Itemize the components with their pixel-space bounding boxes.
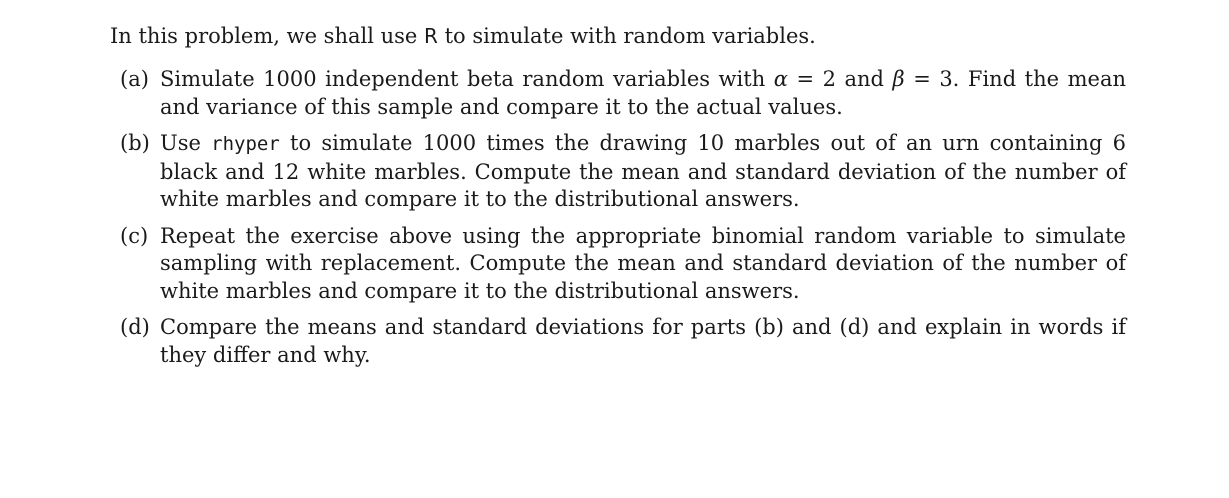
part-a-text-2: = 2 and bbox=[787, 67, 893, 91]
part-d bbox=[110, 314, 1126, 369]
part-b-text-2: to simulate 1000 times the drawing 10 marbles out of an urn containing 6 black and 12 white marbles. Compute the mean and standard deviation of the number of white marbles and compare it to the distributional answers. bbox=[160, 131, 1127, 211]
part-c-text: Repeat the exercise above using the appropriate binomial random variable to simulate sampling with replacement. Compute the mean and standard deviation of the number of white marbles and compare it to the distributional answers. bbox=[160, 223, 1126, 303]
r-language-name: R bbox=[424, 24, 438, 48]
part-a-text bbox=[160, 66, 1126, 121]
problem-parts-list bbox=[110, 66, 1126, 369]
intro-paragraph bbox=[110, 22, 1126, 50]
part-a-text-3: = 3. Find the mean and variance of this sample and compare it to the actual values. bbox=[160, 67, 1126, 119]
part-c bbox=[110, 223, 1126, 306]
part-c-label: (c) bbox=[120, 223, 149, 248]
rhyper-code: rhyper bbox=[211, 133, 280, 155]
part-a-text-1: Simulate 1000 independent beta random variables with bbox=[160, 67, 774, 91]
part-a bbox=[110, 66, 1126, 121]
part-b-label: (b) bbox=[120, 131, 150, 155]
beta-symbol: β bbox=[892, 67, 905, 91]
alpha-symbol: α bbox=[773, 67, 788, 91]
part-b bbox=[110, 130, 1126, 214]
problem-document bbox=[110, 22, 1126, 378]
part-b-text bbox=[160, 130, 1126, 214]
part-d-text: Compare the means and standard deviations for parts (b) and (d) and explain in words if they differ and why. bbox=[160, 315, 1126, 367]
part-d-label: (d) bbox=[120, 315, 150, 339]
part-a-label: (a) bbox=[120, 67, 149, 91]
part-b-text-1: Use bbox=[160, 131, 212, 155]
intro-text-after: to simulate with random variables. bbox=[437, 24, 816, 48]
intro-text-before: In this problem, we shall use bbox=[110, 24, 425, 48]
